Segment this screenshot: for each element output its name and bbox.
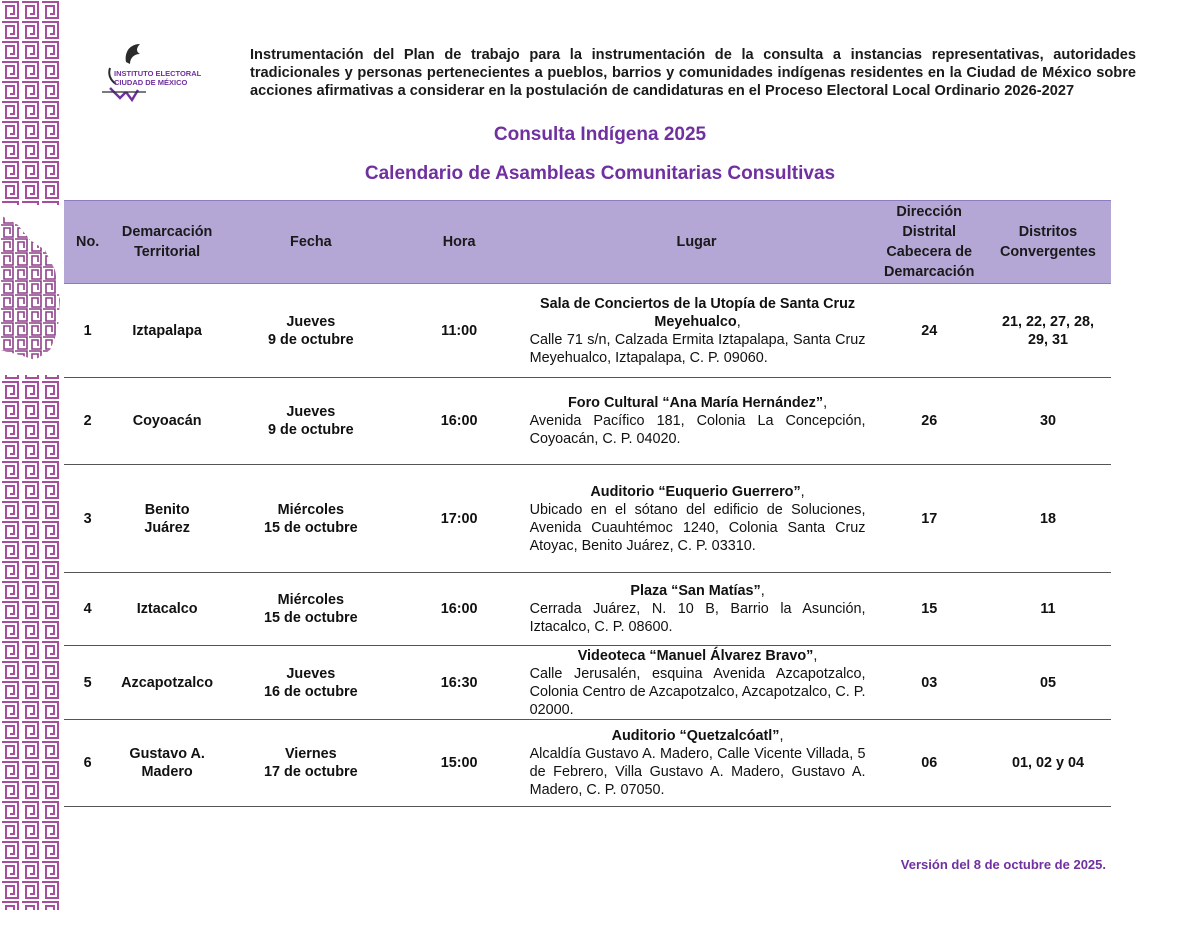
row-day: Viernes: [284, 746, 337, 762]
row-date: 17 de octubre: [264, 764, 358, 780]
row-demarcacion: Azcapotzalco: [111, 646, 223, 720]
row-address: Cerrada Juárez, N. 10 B, Barrio la Asunción, Iztacalco, C. P. 08600.: [529, 601, 866, 635]
row-distritos: 11: [985, 573, 1111, 646]
row-date: 9 de octubre: [268, 331, 354, 348]
row-hora: 11:00: [399, 284, 520, 378]
row-place-name: Sala de Conciertos de la Utopía de Santa Cruz Meyehualco: [539, 295, 856, 330]
table-header-row: [64, 201, 1111, 284]
page-title: Consulta Indígena 2025: [493, 124, 707, 145]
row-lugar: [520, 465, 874, 573]
row-day: Jueves: [286, 665, 336, 682]
row-demarcacion: Gustavo A. Madero: [111, 720, 223, 807]
row-address: Ubicado en el sótano del edificio de Soluciones, Avenida Cuauhtémoc 1240, Colonia Santa Cruz Atoyac, Benito Juárez, C. P. 03310.: [529, 501, 866, 554]
table-row: [64, 465, 1111, 573]
row-place-punct: ,: [760, 583, 765, 599]
row-lugar: [520, 573, 874, 646]
row-cabecera: 03: [873, 646, 984, 720]
row-place-punct: ,: [736, 313, 741, 330]
table-row: [64, 720, 1111, 807]
row-fecha: [223, 378, 399, 465]
row-no: 4: [64, 573, 111, 646]
column-header-demarcacion: Demarcación Territorial: [111, 201, 223, 284]
table-row: [64, 378, 1111, 465]
row-address: Calle Jerusalén, esquina Avenida Azcapotzalco, Colonia Centro de Azcapotzalco, Azcapotzalco, C. P. 02000.: [529, 665, 866, 718]
row-address: Alcaldía Gustavo A. Madero, Calle Vicente Villada, 5 de Febrero, Villa Gustavo A. Madero, Gustavo A. Madero, C. P. 07050.: [529, 746, 866, 798]
column-header-fecha: Fecha: [223, 201, 399, 284]
row-day: Miércoles: [277, 501, 345, 518]
row-address: Avenida Pacífico 181, Colonia La Concepción, Coyoacán, C. P. 04020.: [529, 413, 866, 447]
row-no: 6: [64, 720, 111, 807]
row-place-punct: ,: [813, 647, 818, 664]
row-day: Jueves: [286, 404, 336, 420]
row-demarcacion: Benito Juárez: [111, 465, 223, 573]
row-cabecera: 26: [873, 378, 984, 465]
row-cabecera: 24: [873, 284, 984, 378]
row-demarcacion: Iztacalco: [111, 573, 223, 646]
row-date: 15 de octubre: [264, 519, 358, 536]
column-header-distritos: Distritos Convergentes: [985, 201, 1111, 284]
row-no: 3: [64, 465, 111, 573]
row-no: 1: [64, 284, 111, 378]
row-lugar: [520, 646, 874, 720]
row-distritos: 21, 22, 27, 28, 29, 31: [985, 284, 1111, 378]
row-fecha: [223, 465, 399, 573]
row-hora: 15:00: [399, 720, 520, 807]
row-date: 16 de octubre: [264, 683, 358, 700]
row-fecha: [223, 646, 399, 720]
row-place-name: Plaza “San Matías”: [630, 583, 761, 599]
institute-logo: [96, 40, 206, 112]
row-hora: 16:00: [399, 378, 520, 465]
row-place-name: Videoteca “Manuel Álvarez Bravo”: [577, 647, 814, 664]
logo-line1: INSTITUTO ELECTORAL: [114, 69, 202, 78]
table-row: [64, 573, 1111, 646]
row-fecha: [223, 284, 399, 378]
column-header-lugar: Lugar: [520, 201, 874, 284]
row-hora: 17:00: [399, 465, 520, 573]
row-date: 15 de octubre: [264, 610, 358, 626]
row-no: 5: [64, 646, 111, 720]
row-demarcacion: Iztapalapa: [111, 284, 223, 378]
row-fecha: [223, 573, 399, 646]
page-subtitle: Calendario de Asambleas Comunitarias Consultivas: [364, 163, 836, 184]
row-distritos: 01, 02 y 04: [985, 720, 1111, 807]
row-day: Miércoles: [277, 592, 345, 608]
assemblies-table: [64, 200, 1111, 807]
table-row: [64, 284, 1111, 378]
logo-line2: CIUDAD DE MÉXICO: [114, 78, 188, 87]
row-distritos: 30: [985, 378, 1111, 465]
row-distritos: 18: [985, 465, 1111, 573]
table-row: [64, 646, 1111, 720]
column-header-hora: Hora: [399, 201, 520, 284]
row-day: Jueves: [286, 313, 336, 330]
row-address: Calle 71 s/n, Calzada Ermita Iztapalapa, Santa Cruz Meyehualco, Iztapalapa, C. P. 09060.: [529, 331, 866, 366]
row-demarcacion: Coyoacán: [111, 378, 223, 465]
row-place-punct: ,: [823, 395, 828, 411]
row-lugar: [520, 720, 874, 807]
row-fecha: [223, 720, 399, 807]
version-note: Versión del 8 de octubre de 2025.: [900, 857, 1106, 872]
column-header-no: No.: [64, 201, 111, 284]
row-hora: 16:30: [399, 646, 520, 720]
row-no: 2: [64, 378, 111, 465]
row-cabecera: 15: [873, 573, 984, 646]
row-cabecera: 17: [873, 465, 984, 573]
row-place-name: Auditorio “Quetzalcóatl”: [611, 728, 780, 744]
row-hora: 16:00: [399, 573, 520, 646]
row-lugar: [520, 284, 874, 378]
document-description: Instrumentación del Plan de trabajo para la instrumentación de la consulta a instancias representativas, autoridades tradicionales y personas pertenecientes a pueblos, barrios y comunidades indígenas residentes en la Ciudad de México sobre acciones afirmativas a considerar en la postulación de candidaturas en el Proceso Electoral Local Ordinario 2026-2027: [250, 47, 1136, 99]
row-cabecera: 06: [873, 720, 984, 807]
row-lugar: [520, 378, 874, 465]
row-place-punct: ,: [779, 728, 784, 744]
row-place-name: Auditorio “Euquerio Guerrero”: [590, 483, 801, 500]
row-distritos: 05: [985, 646, 1111, 720]
row-date: 9 de octubre: [268, 422, 354, 438]
row-place-punct: ,: [800, 483, 805, 500]
row-place-name: Foro Cultural “Ana María Hernández”: [567, 395, 824, 411]
column-header-direccion: Dirección Distrital Cabecera de Demarcación: [873, 201, 984, 284]
eagle-logo-icon: [96, 40, 206, 112]
